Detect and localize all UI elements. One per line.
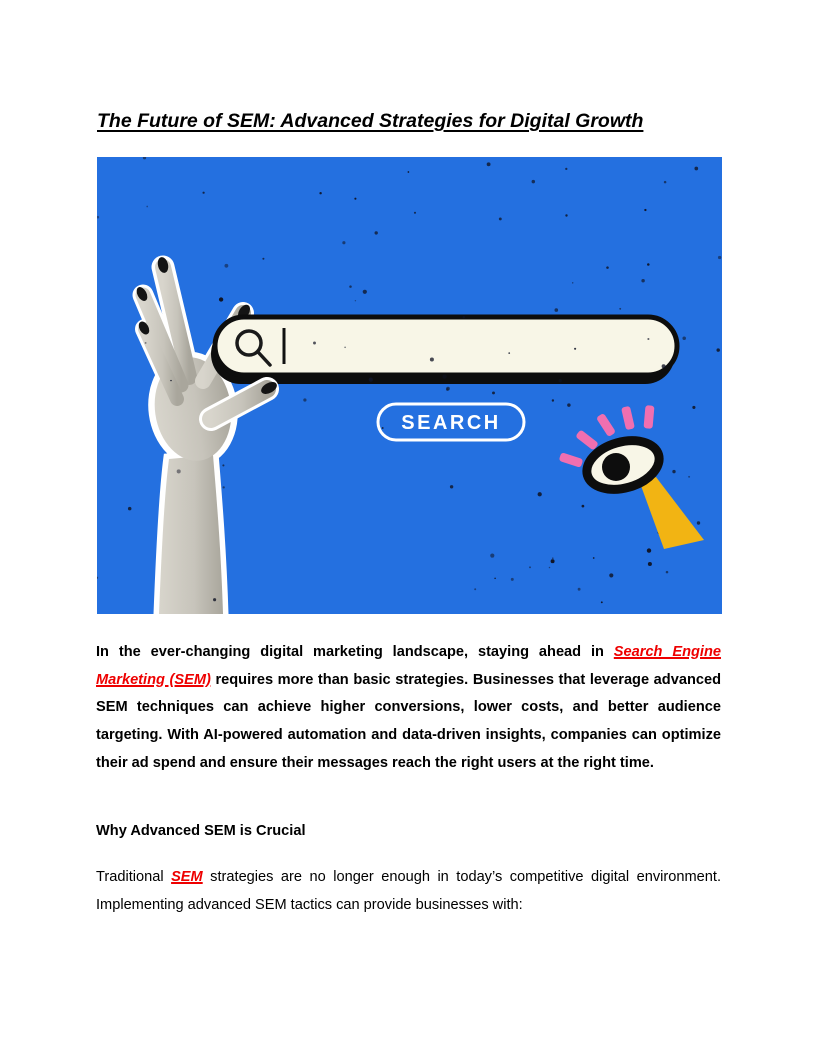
hero-illustration <box>97 157 722 614</box>
intro-text-after: requires more than basic strategies. Businesses that leverage advanced SEM techniques can achieve higher conversions, lower costs, and better audience targeting. With AI-powered automation and data-driven insights, companies can optimize their ad spend and ensure their messages reach the right users at the right time. <box>96 671 722 771</box>
section-heading: Why Advanced SEM is Crucial <box>96 823 306 839</box>
intro-text-before: In the ever-changing digital marketing landscape, staying ahead in <box>96 644 614 660</box>
sem-full-link[interactable]: Search Engine Marketing (SEM) <box>96 644 721 688</box>
second-text-before: Traditional <box>96 869 172 885</box>
eye-pupil <box>602 453 630 481</box>
search-bar <box>211 317 677 384</box>
hero-svg <box>97 157 722 614</box>
sem-short-link[interactable]: SEM <box>171 869 203 885</box>
search-button-label: SEARCH <box>401 412 501 434</box>
document-title: The Future of SEM: Advanced Strategies for Digital Growth <box>97 110 644 132</box>
intro-paragraph <box>96 639 721 778</box>
second-paragraph <box>96 864 721 919</box>
second-text-after: strategies are no longer enough in today’s competitive digital environment. Implementing advanced SEM tactics can provide businesses with: <box>96 869 721 913</box>
